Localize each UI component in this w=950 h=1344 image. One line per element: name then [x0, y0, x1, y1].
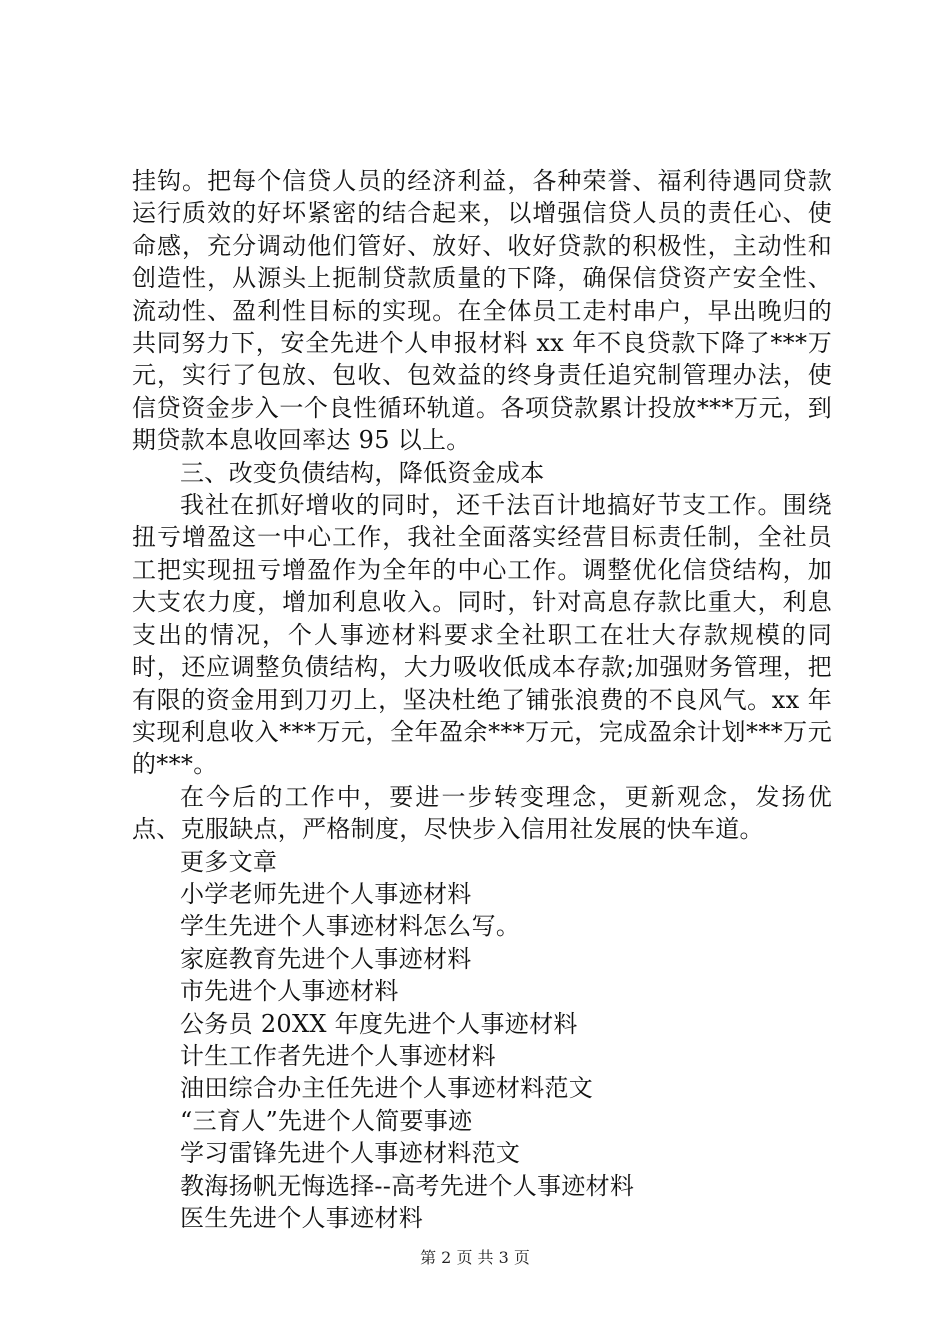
article-link[interactable]: “三育人”先进个人简要事迹	[180, 1106, 473, 1135]
article-link[interactable]: 小学老师先进个人事迹材料	[180, 879, 472, 908]
section-heading-3: 三、改变负债结构，降低资金成本	[180, 458, 545, 487]
paragraph-future-work: 在今后的工作中，要进一步转变理念，更新观念，发扬优点、克服缺点，严格制度，尽快步入信用社发展的快车道。	[132, 782, 832, 844]
article-link[interactable]: 家庭教育先进个人事迹材料	[180, 944, 472, 973]
more-articles-list	[132, 878, 832, 1234]
article-link[interactable]: 市先进个人事迹材料	[180, 977, 399, 1006]
paragraph-cost-control: 我社在抓好增收的同时，还千法百计地搞好节支工作。围绕扭亏增盈这一中心工作，我社全面落实经营目标责任制，全社员工把实现扭亏增盈作为全年的中心工作。调整优化信贷结构，加大支农力度，增加利息收入。同时，针对高息存款比重大，利息支出的情况，个人事迹材料要求全社职工在壮大存款规模的同时，还应调整负债结构，大力吸收低成本存款;加强财务管理，把有限的资金用到刀刃上，坚决杜绝了铺张浪费的不良风气。xx 年实现利息收入***万元，全年盈余***万元，完成盈余计划***万元的***。	[132, 491, 832, 779]
article-link[interactable]: 油田综合办主任先进个人事迹材料范文	[180, 1074, 594, 1103]
paragraph-loan-management: 挂钩。把每个信贷人员的经济利益，各种荣誉、福利待遇同贷款运行质效的好坏紧密的结合起来，以增强信贷人员的责任心、使命感，充分调动他们管好、放好、收好贷款的积极性，主动性和创造性，从源头上扼制贷款质量的下降，确保信贷资产安全性、流动性、盈利性目标的实现。在全体员工走村串户，早出晚归的共同努力下，安全先进个人申报材料 xx 年不良贷款下降了***万元，实行了包放、包收、包效益的终身责任追究制管理办法，使信贷资金步入一个良性循环轨道。各项贷款累计投放***万元，到期贷款本息收回率达 95 以上。	[132, 167, 832, 455]
page-footer: 第 2 页 共 3 页	[420, 1248, 530, 1267]
document-body	[132, 165, 832, 1234]
article-link[interactable]: 医生先进个人事迹材料	[180, 1204, 423, 1232]
article-link[interactable]: 教海扬帆无悔选择--高考先进个人事迹材料	[180, 1171, 635, 1200]
article-link[interactable]: 公务员 20XX 年度先进个人事迹材料	[180, 1009, 578, 1038]
article-link[interactable]: 学生先进个人事迹材料怎么写。	[180, 912, 521, 941]
article-link[interactable]: 计生工作者先进个人事迹材料	[180, 1041, 496, 1070]
article-link[interactable]: 学习雷锋先进个人事迹材料范文	[180, 1139, 521, 1168]
more-articles-title: 更多文章	[180, 847, 278, 876]
